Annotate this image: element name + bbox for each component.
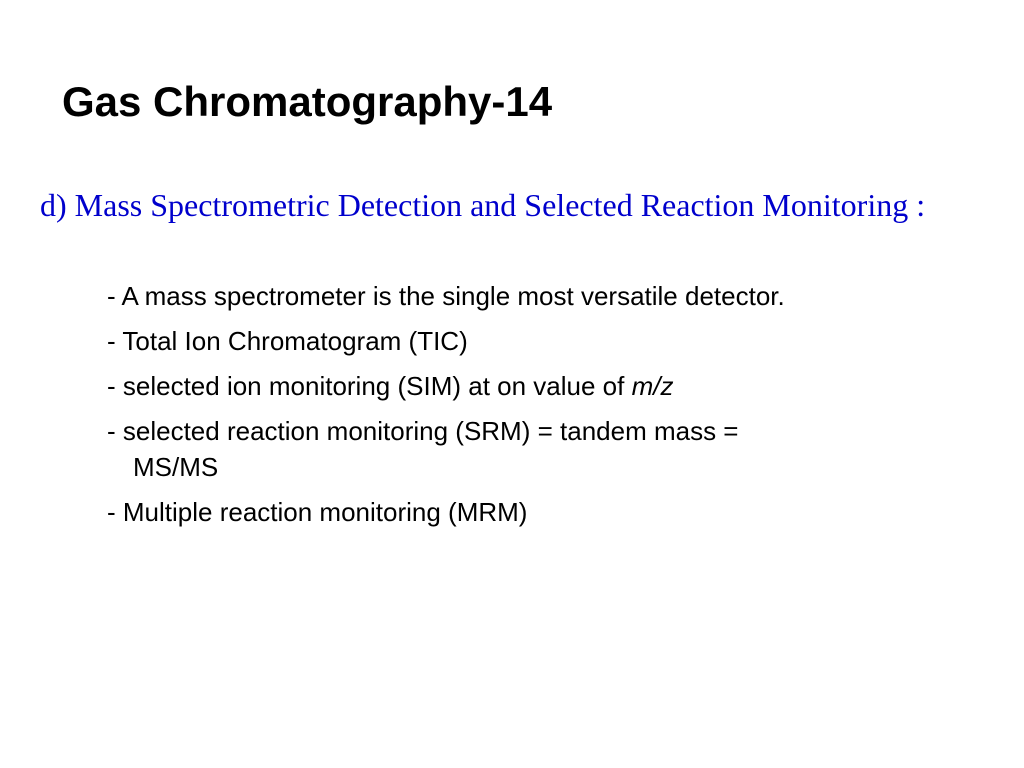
bullet-continuation: MS/MS bbox=[133, 452, 219, 482]
bullet-list bbox=[107, 278, 1017, 539]
bullet-item: - A mass spectrometer is the single most versatile detector. bbox=[107, 281, 785, 311]
bullet-text: - selected ion monitoring (SIM) at on value of bbox=[107, 371, 632, 401]
bullet-item bbox=[107, 368, 1017, 404]
bullet-item: - selected reaction monitoring (SRM) = tandem mass = bbox=[107, 416, 739, 446]
bullet-item: - Multiple reaction monitoring (MRM) bbox=[107, 497, 528, 527]
bullet-item: - Total Ion Chromatogram (TIC) bbox=[107, 326, 468, 356]
bullet-italic-term: m/z bbox=[631, 371, 674, 401]
slide-title: Gas Chromatography-14 bbox=[62, 78, 553, 125]
section-heading: d) Mass Spectrometric Detection and Selected Reaction Monitoring : bbox=[40, 187, 926, 223]
